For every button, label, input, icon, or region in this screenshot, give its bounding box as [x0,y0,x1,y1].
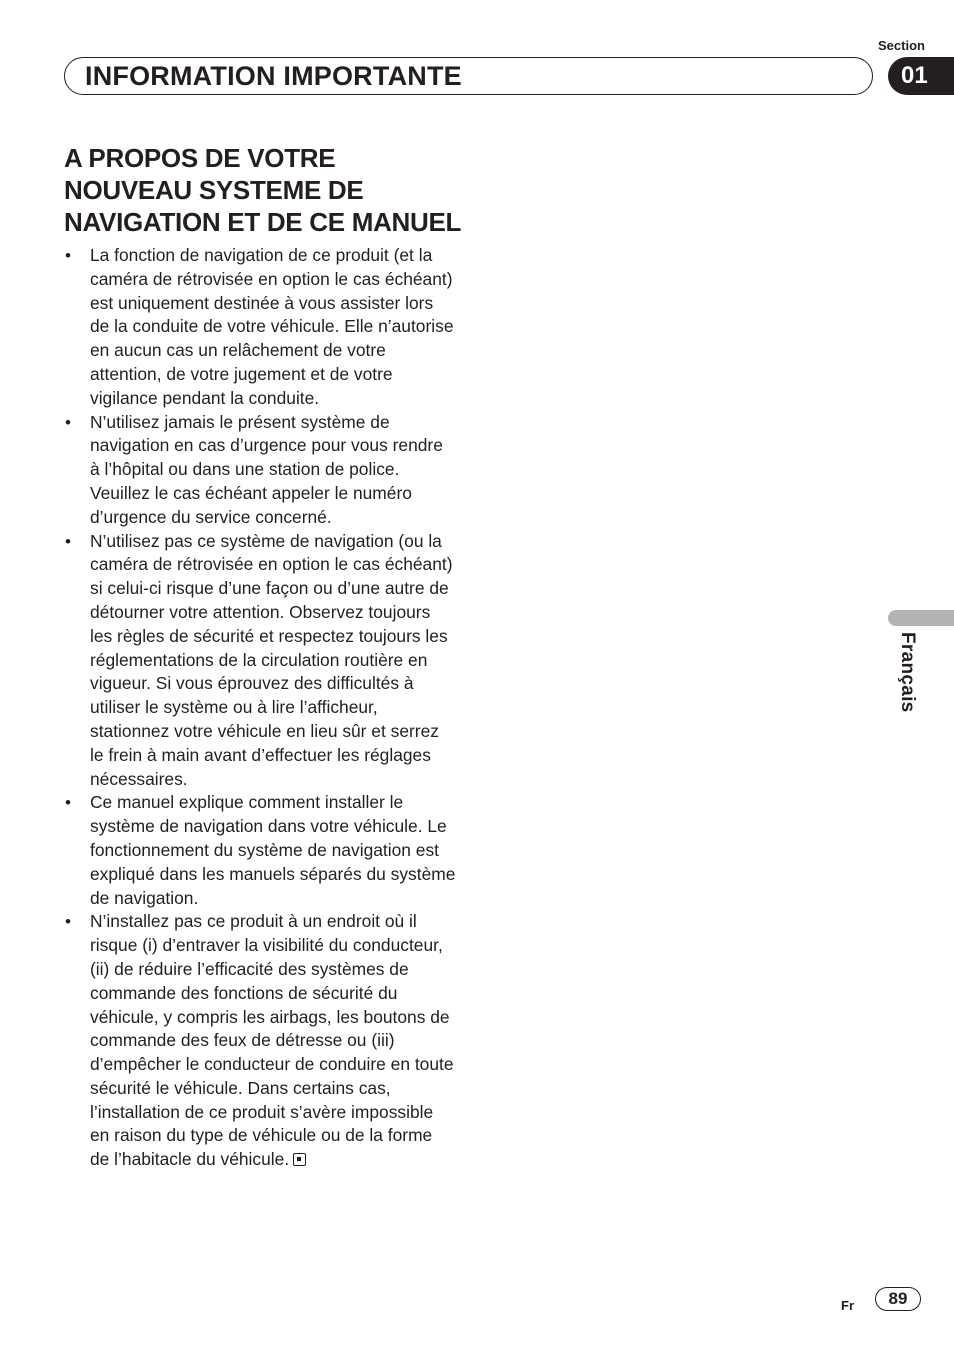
list-item [64,244,456,411]
list-item-text: Ce manuel explique comment installer le système de navigation dans votre véhicule. Le fonctionnement du système de navigation est expliqué dans les manuels séparés du système de navigation. [90,792,456,908]
bullet-icon: • [65,793,71,813]
bullet-icon: • [65,246,71,265]
bullet-icon: • [65,531,71,551]
header-title: INFORMATION IMPORTANTE [85,61,462,91]
list-item [64,530,456,792]
end-of-section-icon [293,1153,306,1166]
list-item-text: N’utilisez pas ce système de navigation (ou la caméra de rétrovisée en option le cas échéant) si celui-ci risque d’une façon ou d’une autre de détourner votre attention. Observez toujours les règles de sécurité et respectez toujours les réglementations de la circulation routière en vigueur. Si vous éprouvez des difficultés à utiliser le système ou à lire l’afficheur, stationnez votre véhicule en lieu sûr et serrez le frein à main avant d’effectuer les réglages nécessaires. [90,530,453,789]
list-item [64,791,456,910]
section-number-badge: 01 [888,57,954,95]
header-bar [64,57,873,95]
language-tab-marker [888,610,954,626]
language-tab-label: Français [897,632,918,713]
list-item-text: N’utilisez jamais le présent système de navigation en cas d’urgence pour vous rendre à l’hôpital ou dans une station de police. Veuillez le cas échéant appeler le numéro d’urgence du service concerné. [90,411,443,527]
page-title: A PROPOS DE VOTRE NOUVEAU SYSTEME DE NAVIGATION ET DE CE MANUEL [64,143,462,237]
list-item [64,411,456,530]
footer-language-code: Fr [841,1298,854,1313]
list-item-text: N’installez pas ce produit à un endroit où il risque (i) d’entraver la visibilité du conducteur, (ii) de réduire l’efficacité des systèmes de commande des fonctions de sécurité du véhicule, y compris les airbags, les boutons de commande des feux de détresse ou (iii) d’empêcher le conducteur de conduire en toute sécurité le véhicule. Dans certains cas, l’installation de ce produit s’avère impossible en raison du type de véhicule ou de la forme de l’habitacle du véhicule. [90,911,454,1170]
list-item-text: La fonction de navigation de ce produit (et la caméra de rétrovisée en option le cas échéant) est uniquement destinée à vous assister lors de la conduite de votre véhicule. Elle n’autorise en aucun cas un relâchement de votre attention, de votre jugement et de votre vigilance pendant la conduite. [90,245,454,408]
bullet-icon: • [65,912,71,932]
bullet-icon: • [65,412,71,432]
bullet-list [64,244,456,1172]
list-item [64,910,456,1172]
section-label: Section [878,38,925,53]
page-number: 89 [875,1287,921,1311]
